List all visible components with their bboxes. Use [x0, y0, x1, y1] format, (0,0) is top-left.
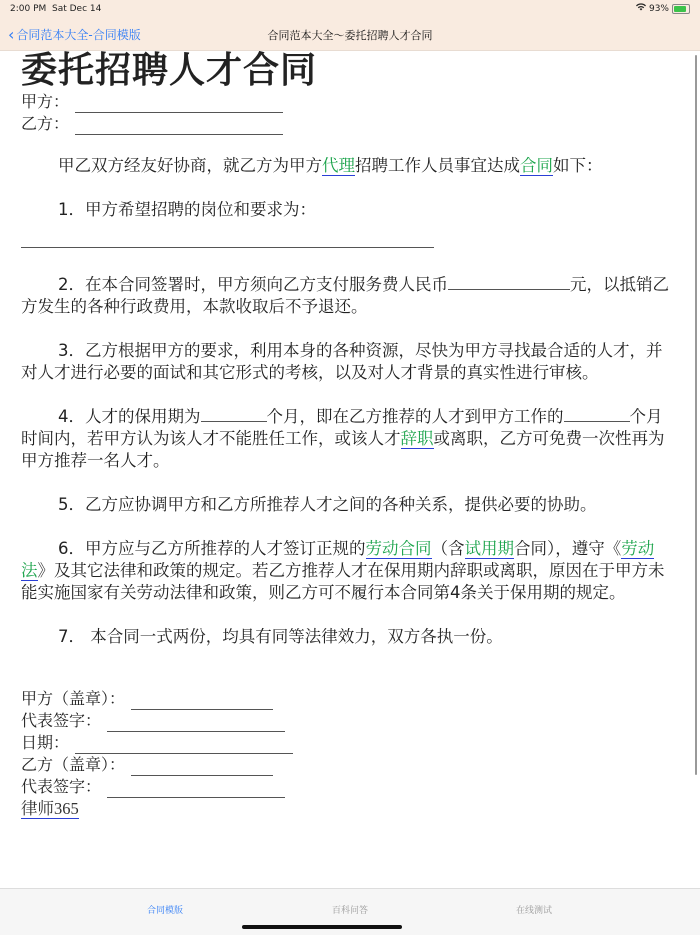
party-b-row — [21, 113, 678, 135]
signature-row: 代表签字： — [21, 710, 678, 732]
link-labor-contract[interactable]: 劳动合同 — [365, 539, 432, 558]
clause-4: 4．人才的保用期为 个月，即在乙方推荐的人才到甲方工作的 个月时间内，若甲方认为该人才不能胜任工作，或该人才辞职或离职，乙方可免费一次性再为甲方推荐一名人才。 — [21, 407, 665, 470]
navigation-bar — [0, 18, 700, 51]
status-right — [636, 3, 690, 14]
battery-percent: 93% — [648, 3, 669, 14]
battery-icon — [672, 4, 690, 14]
clause-2: 2．在本合同签署时，甲方须向乙方支付服务费人民币 元，以抵销乙方发生的各种行政费用，本款收取后不予退还。 — [21, 275, 669, 316]
signature-row: 甲方（盖章）： — [21, 688, 678, 710]
clause-7: 7． 本合同一式两份，均具有同等法律效力，双方各执一份。 — [58, 627, 503, 646]
home-indicator[interactable] — [242, 925, 402, 929]
wifi-icon — [636, 3, 646, 14]
status-time: 2:00 PM Sat Dec 14 — [10, 4, 102, 14]
clause-3: 3．乙方根据甲方的要求，利用本身的各种资源，尽快为甲方寻找最合适的人才，并对人才进行必要的面试和其它形式的考核，以及对人才背景的真实性进行审核。 — [21, 341, 663, 382]
chevron-left-icon: ‹ — [8, 24, 15, 44]
link-labor-law[interactable]: 劳动法 — [21, 539, 655, 580]
signature-block — [21, 688, 678, 820]
fee-blank — [448, 275, 570, 290]
nav-title: 合同范本大全～委托招聘人才合同 — [267, 29, 433, 42]
lawyer365-link[interactable]: 律师365 — [21, 799, 79, 818]
clause-1: 1．甲方希望招聘的岗位和要求为： — [58, 200, 316, 219]
work-months-blank — [564, 407, 630, 422]
tab-encyclopedia-qa[interactable]: 百科问答 — [331, 906, 368, 916]
back-label: 合同范本大全-合同模版 — [16, 28, 141, 42]
guarantee-months-blank — [201, 407, 267, 422]
tab-contract-templates[interactable]: 合同模版 — [146, 906, 183, 916]
party-b-label: 乙方： — [21, 114, 70, 133]
tab-bar — [0, 888, 700, 935]
signature-row: 代表签字： — [21, 776, 678, 798]
link-contract[interactable]: 合同 — [520, 156, 553, 175]
document-view[interactable] — [0, 51, 690, 888]
party-b-blank — [75, 116, 283, 135]
link-probation[interactable]: 试用期 — [464, 539, 514, 558]
clause-6: 6．甲方应与乙方所推荐的人才签订正规的劳动合同（含试用期合同），遵守《劳动法》及其它法律和政策的规定。若乙方推荐人才在保用期内辞职或离职，原因在于甲方未能实施国家有关劳动法律和政策，则乙方可不履行本合同第4条关于保用期的规定。 — [21, 539, 665, 602]
link-resign[interactable]: 辞职 — [400, 429, 434, 448]
document-title: 委托招聘人才合同 — [21, 51, 318, 91]
status-bar — [0, 0, 700, 18]
clause-5: 5．乙方应协调甲方和乙方所推荐人才之间的各种关系，提供必要的协助。 — [58, 495, 597, 514]
party-a-blank — [75, 94, 283, 113]
clause-1-blank — [21, 229, 434, 248]
party-a-label: 甲方： — [21, 92, 70, 111]
vertical-scrollbar[interactable] — [695, 55, 697, 775]
signature-row: 日期： — [21, 732, 678, 754]
intro-paragraph: 甲乙双方经友好协商，就乙方为甲方代理招聘工作人员事宜达成合同如下： — [58, 156, 603, 175]
signature-row: 乙方（盖章）： — [21, 754, 678, 776]
party-a-row — [21, 91, 678, 113]
contract-document — [0, 51, 690, 820]
link-agent[interactable]: 代理 — [322, 156, 355, 175]
tab-online-test[interactable]: 在线测试 — [515, 906, 552, 916]
